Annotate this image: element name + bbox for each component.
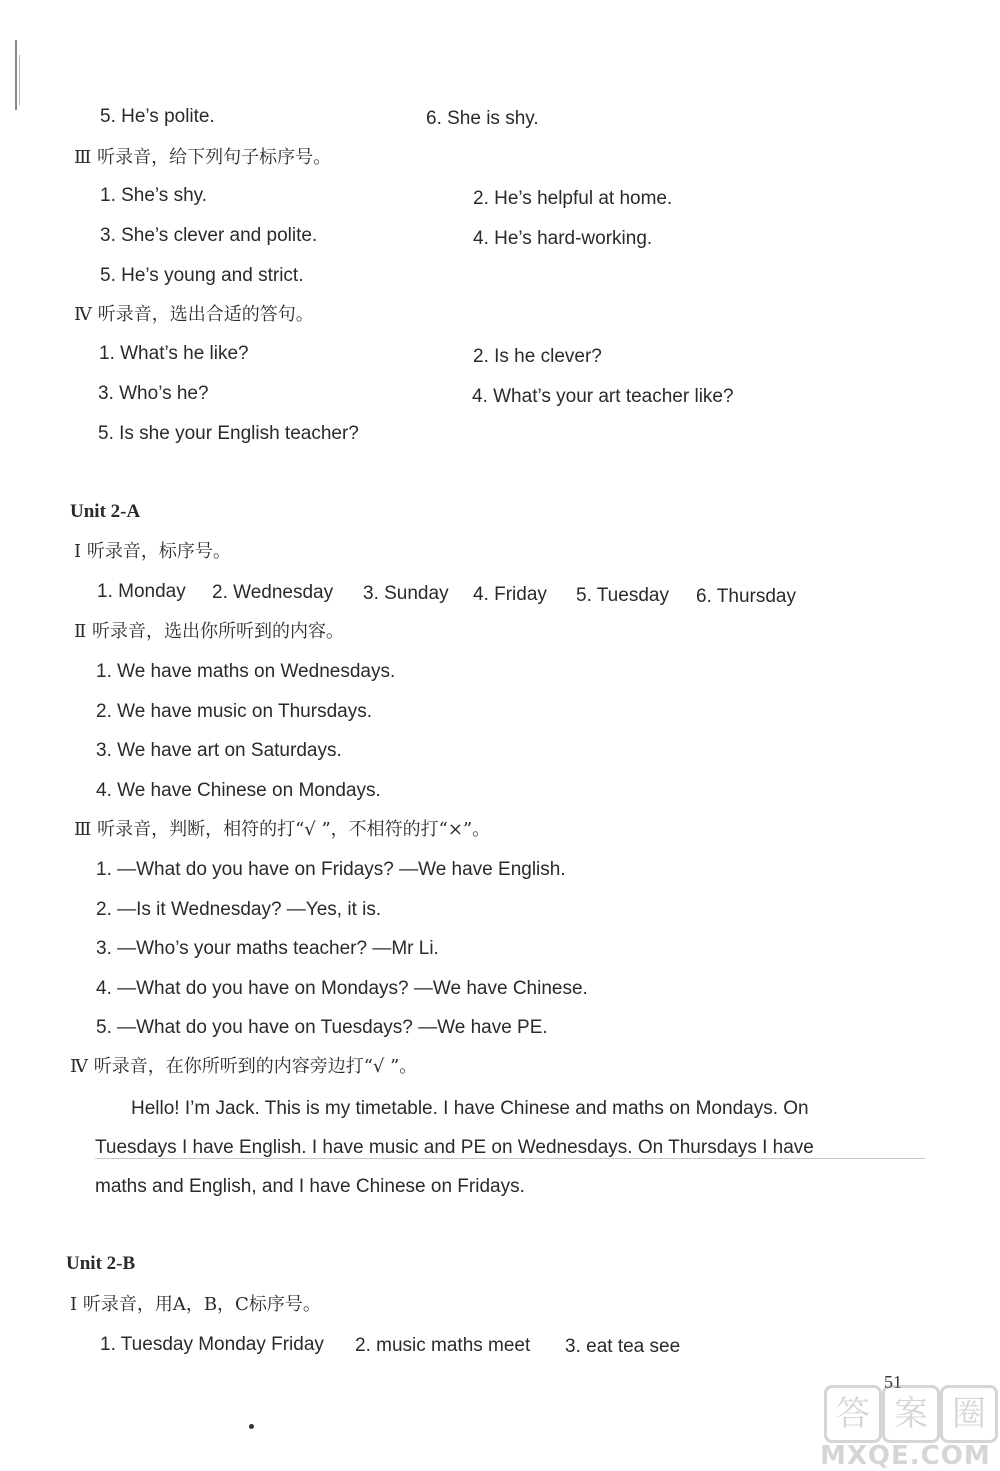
watermark-glyph-2: 案 [882,1385,940,1443]
dialogue-item-1: 1. —What do you have on Fridays? —We have English. [96,859,566,880]
passage-line-1: Hello! I’m Jack. This is my timetable. I have Chinese and maths on Mondays. On [131,1098,809,1119]
word-group-3: 3. eat tea see [565,1336,681,1357]
day-item-3: 3. Sunday [363,583,449,604]
unit2a-section-1-heading: Ⅰ 听录音，标序号。 [74,541,231,562]
dialogue-item-3: 3. —Who’s your maths teacher? —Mr Li. [96,938,439,959]
dialogue-item-5: 5. —What do you have on Tuesdays? —We have PE. [96,1017,548,1038]
sec4-item-4: 4. What’s your art teacher like? [472,386,734,407]
watermark-glyph-3: 圈 [940,1385,998,1443]
day-item-1: 1. Monday [97,581,186,602]
section-4-heading: Ⅳ 听录音，选出合适的答句。 [74,304,314,325]
unit2a-section-2-heading: Ⅱ 听录音，选出你所听到的内容。 [74,621,344,642]
unit2a-section-3-heading: Ⅲ 听录音，判断，相符的打“√ ”，不相符的打“×”。 [74,819,491,840]
unit2a-section-4-heading: Ⅳ 听录音，在你所听到的内容旁边打“√ ”。 [70,1056,418,1077]
sentence-item-1: 1. We have maths on Wednesdays. [96,661,396,682]
sec3-item-4: 4. He’s hard-working. [473,228,653,249]
sentence-item-3: 3. We have art on Saturdays. [96,740,342,761]
page-number: 51 [884,1372,902,1392]
binding-mark [15,40,17,110]
binding-mark-secondary [19,55,20,105]
watermark-logo [820,1385,1000,1471]
day-item-4: 4. Friday [473,584,547,605]
sentence-item-2: 2. We have music on Thursdays. [96,701,372,722]
sentence-item-4: 4. We have Chinese on Mondays. [96,780,381,801]
sec4-item-5: 5. Is she your English teacher? [98,423,359,444]
passage-line-2: Tuesdays I have English. I have music and PE on Wednesdays. On Thursdays I have [95,1137,814,1158]
word-group-2: 2. music maths meet [355,1335,531,1356]
sec4-item-3: 3. Who’s he? [98,383,209,404]
watermark-glyph-1: 答 [824,1385,882,1443]
sec3-item-2: 2. He’s helpful at home. [473,188,673,209]
unit-2a-title: Unit 2-A [70,501,141,522]
sec4-item-2: 2. Is he clever? [473,346,602,367]
dialogue-item-4: 4. —What do you have on Mondays? —We have Chinese. [96,978,588,999]
passage-line-3: maths and English, and I have Chinese on Fridays. [95,1176,525,1197]
word-group-1: 1. Tuesday Monday Friday [100,1334,324,1355]
section-3-heading: Ⅲ 听录音，给下列句子标序号。 [74,147,332,168]
stray-mark [249,1424,254,1429]
sec4-item-1: 1. What’s he like? [99,343,249,364]
top-item-5: 5. He’s polite. [100,106,215,127]
dialogue-item-2: 2. —Is it Wednesday? —Yes, it is. [96,899,382,920]
sec3-item-3: 3. She’s clever and polite. [100,225,318,246]
sec3-item-5: 5. He’s young and strict. [100,265,304,286]
unit-2b-title: Unit 2-B [66,1253,136,1274]
day-item-2: 2. Wednesday [212,582,334,603]
watermark-text: MXQE.COM [820,1441,991,1471]
unit2b-section-1-heading: Ⅰ 听录音，用A，B，C标序号。 [70,1294,321,1315]
top-item-6: 6. She is shy. [426,108,539,129]
sec3-item-1: 1. She’s shy. [100,185,208,206]
day-item-6: 6. Thursday [696,586,796,607]
day-item-5: 5. Tuesday [576,585,669,606]
